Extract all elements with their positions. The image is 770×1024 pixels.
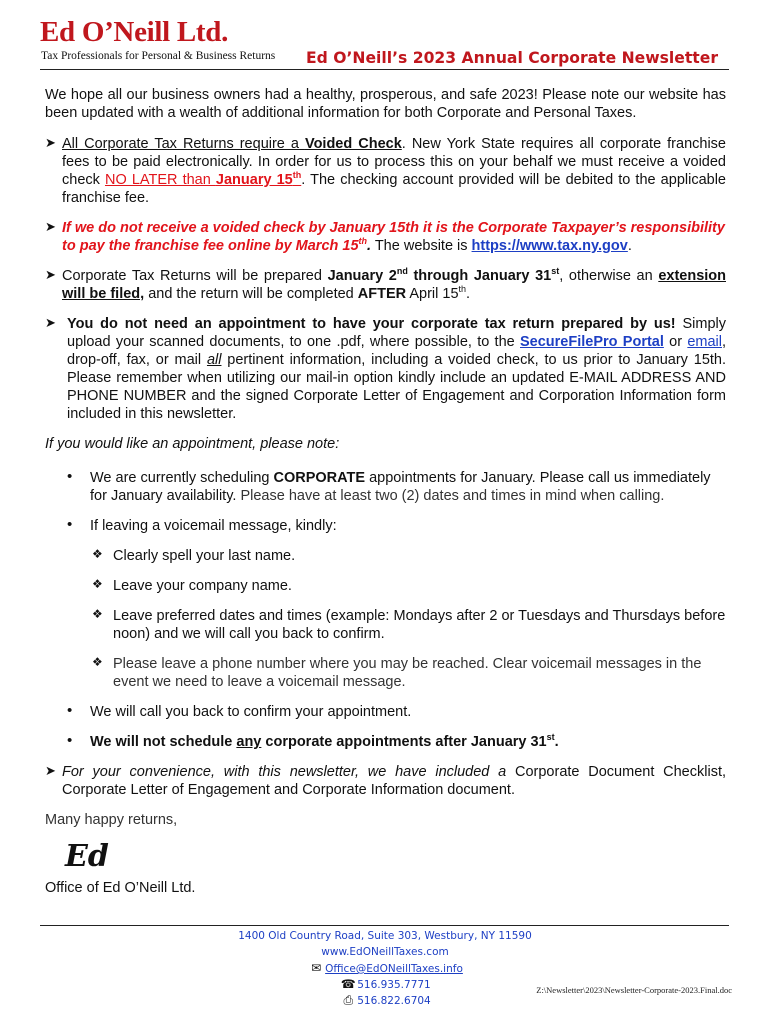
franchise-fee-text: . New York State requires all corporate franchise fees to be paid electronically. In order for us to process this on your behalf we must receive a voided check [62, 136, 726, 188]
list-item-no-scheduling: • We will not schedule any corporate appointments after January 31st. [67, 732, 559, 750]
footer-address: 1400 Old Country Road, Suite 303, Westbury, NY 11590 [238, 930, 532, 942]
deadline-date: January 15th [215, 170, 302, 188]
company-tagline: Tax Professionals for Personal & Business Returns [41, 50, 276, 62]
voicemail-sub-item: ❖ Leave your company name. [92, 577, 292, 594]
diamond-bullet-icon: ❖ [92, 547, 103, 561]
footer-contact [0, 928, 770, 1008]
list-item-scheduling: • We are currently scheduling CORPORATE appointments for January. Please call us immediately for January availability. Please have at least two (2) dates and times in mind when calling. [67, 468, 711, 504]
tax-website-link[interactable]: https://www.tax.ny.gov [471, 238, 628, 254]
footer-email-link[interactable]: Office@EdONeillTaxes.info [325, 963, 463, 975]
extension-notice: extension will be filed, [62, 268, 726, 302]
fax-icon: ⎙ [343, 993, 354, 1007]
voicemail-sub-item: ❖ Leave preferred dates and times (example: Mondays after 2 or Tuesdays and Thursdays before noon) and we will call you back to confirm. [92, 607, 726, 642]
any-emphasis: any [236, 734, 262, 750]
list-item-callback: • We will call you back to confirm your appointment. [67, 702, 412, 720]
website-text: The website is [371, 238, 472, 254]
bullet-dot-icon: • [67, 468, 73, 485]
footer-phone: 516.935.7771 [357, 979, 431, 991]
diamond-bullet-icon: ❖ [92, 655, 103, 669]
responsibility-warning: If we do not receive a voided check by January 15th it is the Corporate Taxpayer’s responsibility to pay the franchise fee online by March 15th [62, 220, 725, 254]
header-divider [40, 69, 729, 70]
completion-date: April 15th [406, 284, 467, 302]
email-icon: ✉ [311, 961, 322, 975]
start-date: January 2nd [327, 266, 408, 284]
newsletter-title: Ed O’Neill’s 2023 Annual Corporate Newsletter [306, 49, 719, 67]
arrowhead-bullet-icon: ➤ [45, 267, 56, 282]
arrowhead-bullet-icon: ➤ [45, 315, 56, 330]
bullet-dot-icon: • [67, 732, 73, 749]
list-item-no-appointment: ➤ You do not need an appointment to have your corporate tax return prepared by us! Simply upload your scanned documents, to one .pdf, where possible, to the SecureFilePro Portal or email, drop-off, fax, or mail all pertinent information, including a voided check, to us prior to January 15th. Please remember when utilizing our mail-in option kindly include an updated E-MAIL ADDRESS AND PHONE NUMBER and the signed Corporate Letter of Engagement and Corporation Information form included in this newsletter. [45, 315, 727, 422]
phone-icon: ☎ [340, 977, 356, 991]
list-item-preparation-dates: ➤ Corporate Tax Returns will be prepared January 2nd through January 31st, otherwise an extension will be filed, and the return will be completed AFTER April 15th. [45, 266, 726, 302]
voicemail-sub-item: ❖ Please leave a phone number where you may be reached. Clear voicemail messages in the event we need to leave a voicemail message. [92, 655, 702, 690]
footer-divider [40, 925, 729, 926]
arrowhead-bullet-icon: ➤ [45, 219, 56, 234]
deadline-warning: NO LATER than [104, 172, 216, 188]
debit-text: . The checking account provided will be debited to the applicable franchise fee. [62, 172, 726, 206]
voicemail-sub-item: ❖ Clearly spell your last name. [92, 547, 296, 564]
footer-website-link[interactable]: www.EdONeillTaxes.com [321, 946, 449, 958]
signature: Ed [65, 839, 109, 874]
all-emphasis: all [206, 352, 222, 368]
list-item-included-documents: ➤ For your convenience, with this newsletter, we have included a Corporate Document Checklist, Corporate Letter of Engagement and Corporate Information document. [45, 763, 726, 798]
securefilepro-portal-link[interactable]: SecureFilePro Portal [520, 334, 664, 350]
list-item-voicemail: • If leaving a voicemail message, kindly: [67, 516, 337, 534]
no-appointment-heading: You do not need an appointment to have your corporate tax return prepared by us! [67, 316, 676, 332]
voided-check-requirement: All Corporate Tax Returns require a [62, 136, 305, 152]
arrowhead-bullet-icon: ➤ [45, 763, 56, 778]
list-item-taxpayer-responsibility: ➤ If we do not receive a voided check by January 15th it is the Corporate Taxpayer’s responsibility to pay the franchise fee online by March 15th. The website is https://www.tax.ny.gov. [45, 219, 725, 254]
company-logo-title: Ed O’Neill Ltd. [40, 16, 229, 48]
after-emphasis: AFTER [357, 286, 407, 302]
bullet-dot-icon: • [67, 516, 73, 533]
footer-fax: 516.822.6704 [357, 995, 431, 1007]
intro-paragraph: We hope all our business owners had a healthy, prosperous, and safe 2023! Please note our website has been updated with a wealth of additional information for both Corporate and Personal Taxes. [45, 87, 726, 121]
end-date: through January 31st [407, 266, 560, 284]
list-item-voided-check [45, 135, 726, 207]
file-path: Z:\Newsletter\2023\Newsletter-Corporate-2023.Final.doc [536, 985, 732, 995]
office-signoff: Office of Ed O’Neill Ltd. [45, 880, 196, 896]
email-link[interactable]: email [687, 334, 722, 350]
arrowhead-bullet-icon: ➤ [45, 135, 56, 150]
newsletter-body [45, 86, 726, 897]
diamond-bullet-icon: ❖ [92, 577, 103, 591]
appointment-heading: If you would like an appointment, please note: [45, 436, 340, 452]
corporate-emphasis: CORPORATE [273, 470, 366, 486]
closing-line: Many happy returns, [45, 812, 178, 828]
bullet-dot-icon: • [67, 702, 73, 719]
voided-check-emphasis: Voided Check [304, 136, 402, 152]
diamond-bullet-icon: ❖ [92, 607, 103, 621]
